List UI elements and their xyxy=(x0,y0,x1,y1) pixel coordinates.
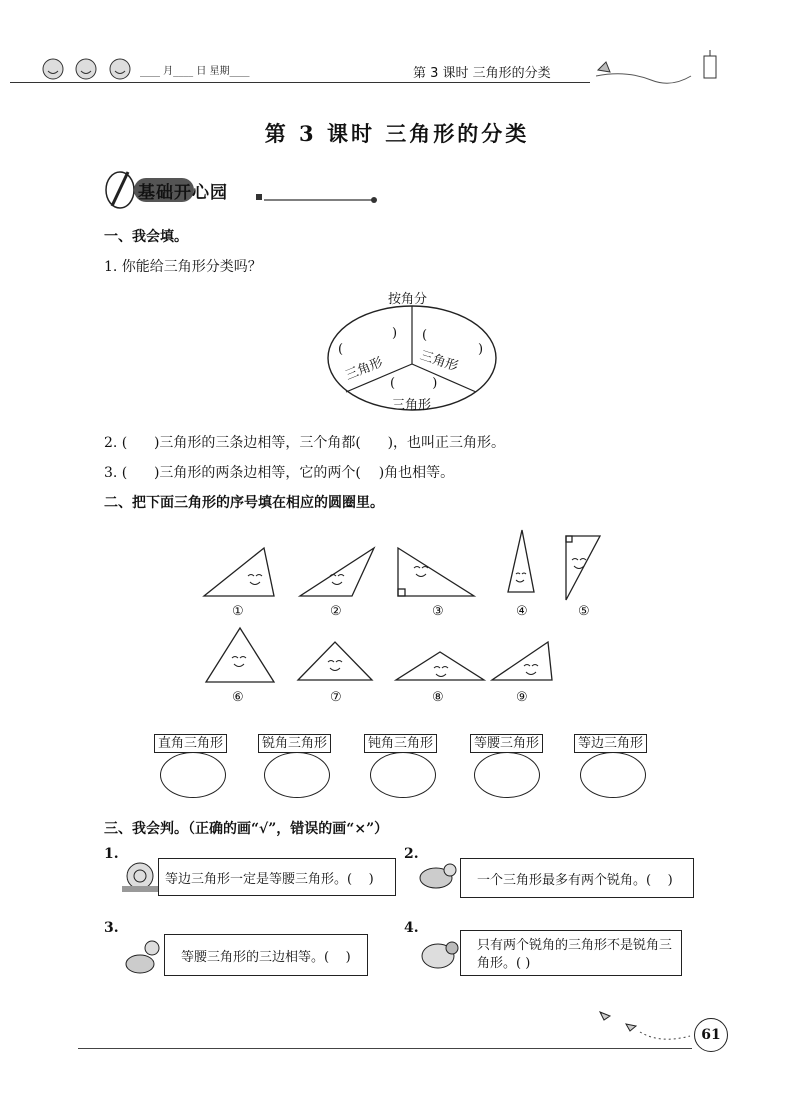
diagram-bottom-label: 三角形 xyxy=(392,398,432,413)
triangle-4 xyxy=(508,530,534,592)
page-number: 61 xyxy=(694,1018,728,1052)
diagram-right-paren-close: ) xyxy=(478,342,484,357)
triangle-number-4: ④ xyxy=(516,604,528,619)
answer-oval-right[interactable] xyxy=(160,752,226,798)
judge-item-1-scroll xyxy=(158,858,396,896)
judge-item-2-number: 2. xyxy=(404,846,419,862)
diagram-left-paren: ( xyxy=(338,342,344,357)
judge-item-4-scroll xyxy=(460,930,682,976)
question-2: 2. ( )三角形的三条边相等，三个角都( )，也叫正三角形。 xyxy=(104,435,506,451)
triangle-5 xyxy=(566,536,600,600)
butterfly-lamp-decoration xyxy=(596,48,726,94)
part1-heading: 一、我会填。 xyxy=(104,229,188,245)
triangle-number-6: ⑥ xyxy=(232,690,244,705)
diagram-left-paren-close: ) xyxy=(392,326,398,341)
diagram-top-label: 按角分 xyxy=(388,292,428,307)
part3-heading: 三、我会判。（正确的画“√”，错误的画“×”） xyxy=(104,821,389,837)
judge-item-4-text: 只有两个锐角的三角形不是锐角三角形。( ) xyxy=(477,938,673,971)
triangle-number-2: ② xyxy=(330,604,342,619)
triangle-7 xyxy=(298,642,372,680)
triangle-number-5: ⑤ xyxy=(578,604,590,619)
judge-item-2-scroll xyxy=(460,858,694,898)
judge-item-3-number: 3. xyxy=(104,920,119,936)
judge-item-4-number: 4. xyxy=(404,920,419,936)
sheep-icon xyxy=(414,934,462,978)
part2-heading: 二、把下面三角形的序号填在相应的圆圈里。 xyxy=(104,495,384,511)
header-lesson-title: 第 3 课时 三角形的分类 xyxy=(413,66,551,81)
section-banner-label: 基础开心园 xyxy=(138,183,228,203)
triangle-3 xyxy=(398,548,474,596)
triangle-number-3: ③ xyxy=(432,604,444,619)
category-label-right: 直角三角形 xyxy=(154,734,227,753)
category-label-isosceles: 等腰三角形 xyxy=(470,734,543,753)
triangle-6 xyxy=(206,628,274,682)
triangles-figure xyxy=(190,524,620,684)
answer-oval-acute[interactable] xyxy=(264,752,330,798)
header-rule xyxy=(10,82,590,83)
triangle-8 xyxy=(396,652,484,680)
judge-item-3-text: 等腰三角形的三边相等。( ) xyxy=(181,950,351,965)
category-label-acute: 锐角三角形 xyxy=(258,734,331,753)
smiley-face-icon xyxy=(40,56,140,82)
triangle-1 xyxy=(204,548,274,596)
judge-item-1-text: 等边三角形一定是等腰三角形。( ) xyxy=(165,872,374,887)
section-banner xyxy=(104,168,384,214)
category-label-obtuse: 钝角三角形 xyxy=(364,734,437,753)
answer-oval-obtuse[interactable] xyxy=(370,752,436,798)
classification-diagram xyxy=(326,286,498,414)
diagram-left-label: 三角形 xyxy=(343,355,386,384)
triangle-2 xyxy=(300,548,374,596)
question-1: 1. 你能给三角形分类吗？ xyxy=(104,259,262,275)
deer-icon xyxy=(118,934,166,978)
date-field: ____ 月____ 日 星期____ xyxy=(140,66,250,77)
triangle-number-7: ⑦ xyxy=(330,690,342,705)
page-title: 第 3 课时 三角形的分类 xyxy=(264,121,530,146)
triangle-number-9: ⑨ xyxy=(516,690,528,705)
answer-oval-equilateral[interactable] xyxy=(580,752,646,798)
bird-trail-decoration xyxy=(596,1004,696,1044)
answer-oval-isosceles[interactable] xyxy=(474,752,540,798)
triangle-number-1: ① xyxy=(232,604,244,619)
judge-item-2-text: 一个三角形最多有两个锐角。( ) xyxy=(477,873,673,888)
judge-item-1-number: 1. xyxy=(104,846,119,862)
diagram-right-paren: ( xyxy=(422,328,428,343)
footer-rule xyxy=(78,1048,692,1049)
cat-icon xyxy=(414,858,460,894)
triangle-9 xyxy=(492,642,552,680)
category-label-equilateral: 等边三角形 xyxy=(574,734,647,753)
question-3: 3. ( )三角形的两条边相等，它的两个( )角也相等。 xyxy=(104,465,455,481)
judge-item-3-scroll xyxy=(164,934,368,976)
diagram-right-label: 三角形 xyxy=(418,348,460,375)
triangle-number-8: ⑧ xyxy=(432,690,444,705)
diagram-bottom-paren: ( ) xyxy=(390,376,438,391)
